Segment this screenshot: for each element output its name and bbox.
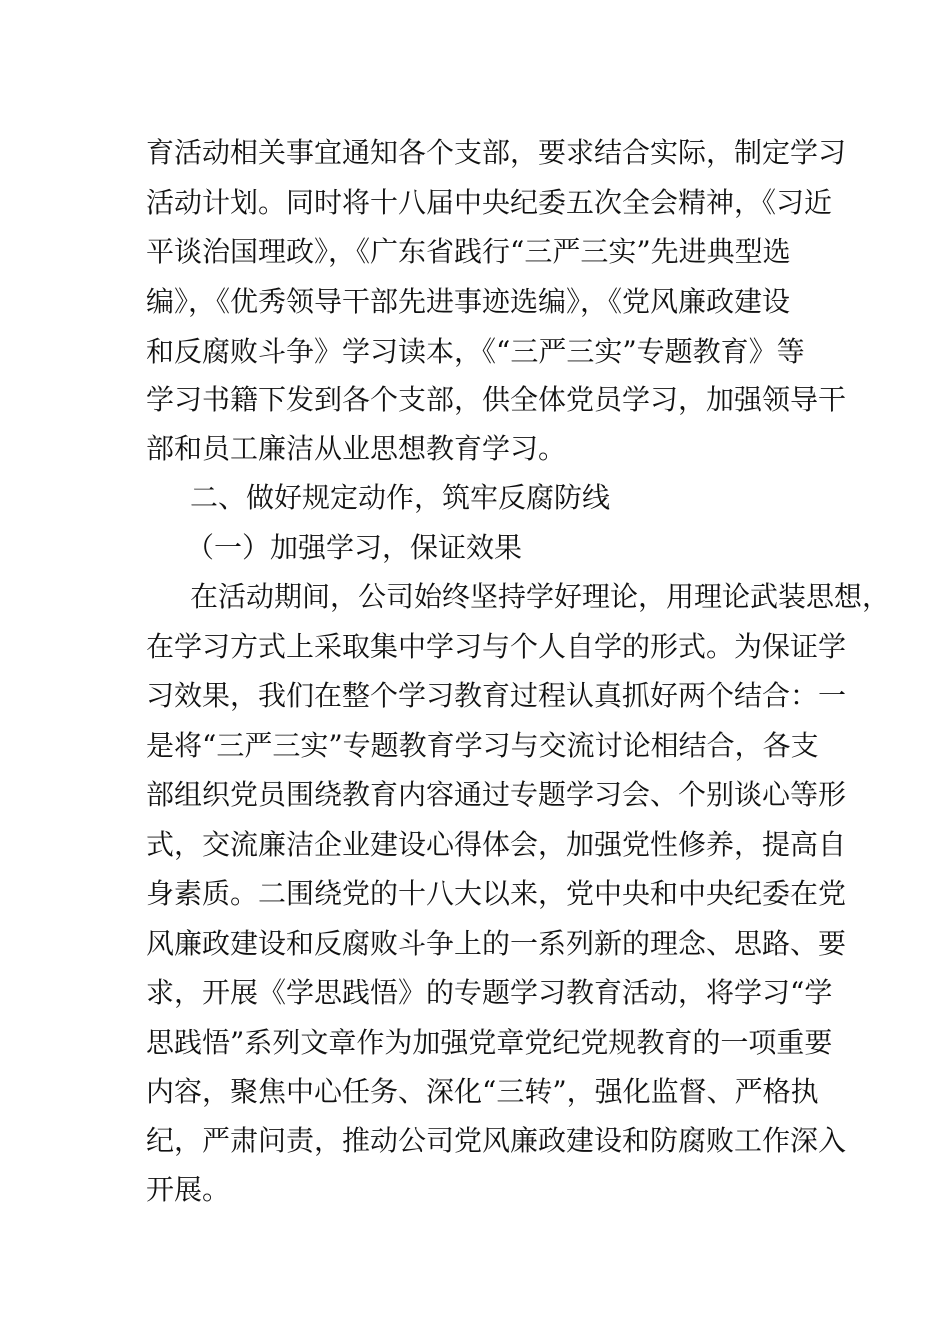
- paragraph-line-10: 在活动期间，公司始终坚持学好理论，用理论武装思想，: [190, 580, 891, 613]
- paragraph-line-12: 习效果，我们在整个学习教育过程认真抓好两个结合：一: [146, 679, 847, 712]
- paragraph-line-15: 式，交流廉洁企业建设心得体会，加强党性修养，提高自: [146, 828, 847, 861]
- paragraph-line-16: 身素质。二围绕党的十八大以来，党中央和中央纪委在党: [146, 877, 847, 910]
- paragraph-line-14: 部组织党员围绕教育内容通过专题学习会、个别谈心等形: [146, 778, 847, 811]
- section-heading: 二、做好规定动作，筑牢反腐防线: [190, 481, 611, 514]
- paragraph-line-19: 思践悟”系列文章作为加强党章党纪党规教育的一项重要: [146, 1026, 833, 1059]
- paragraph-line-7: 部和员工廉洁从业思想教育学习。: [146, 432, 567, 465]
- subsection-heading: （一）加强学习，保证效果: [186, 531, 523, 564]
- paragraph-line-2: 活动计划。同时将十八届中央纪委五次全会精神，《习近: [146, 186, 833, 219]
- paragraph-line-22: 开展。: [146, 1173, 231, 1206]
- paragraph-line-3: 平谈治国理政》，《广东省践行“三严三实”先进典型选: [146, 235, 791, 268]
- paragraph-line-4: 编》，《优秀领导干部先进事迹选编》，《党风廉政建设: [146, 285, 791, 318]
- paragraph-line-20: 内容，聚焦中心任务、深化“三转”，强化监督、严格执: [146, 1075, 819, 1108]
- paragraph-line-6: 学习书籍下发到各个支部，供全体党员学习，加强领导干: [146, 383, 847, 416]
- paragraph-line-21: 纪，严肃问责，推动公司党风廉政建设和防腐败工作深入: [146, 1124, 847, 1157]
- paragraph-line-17: 风廉政建设和反腐败斗争上的一系列新的理念、思路、要: [146, 927, 847, 960]
- paragraph-line-18: 求，开展《学思践悟》的专题学习教育活动，将学习“学: [146, 976, 833, 1009]
- paragraph-line-1: 育活动相关事宜通知各个支部，要求结合实际，制定学习: [146, 136, 847, 169]
- paragraph-line-13: 是将“三严三实”专题教育学习与交流讨论相结合，各支: [146, 729, 819, 762]
- paragraph-line-5: 和反腐败斗争》学习读本，《“三严三实”专题教育》等: [146, 335, 805, 368]
- paragraph-line-11: 在学习方式上采取集中学习与个人自学的形式。为保证学: [146, 630, 847, 663]
